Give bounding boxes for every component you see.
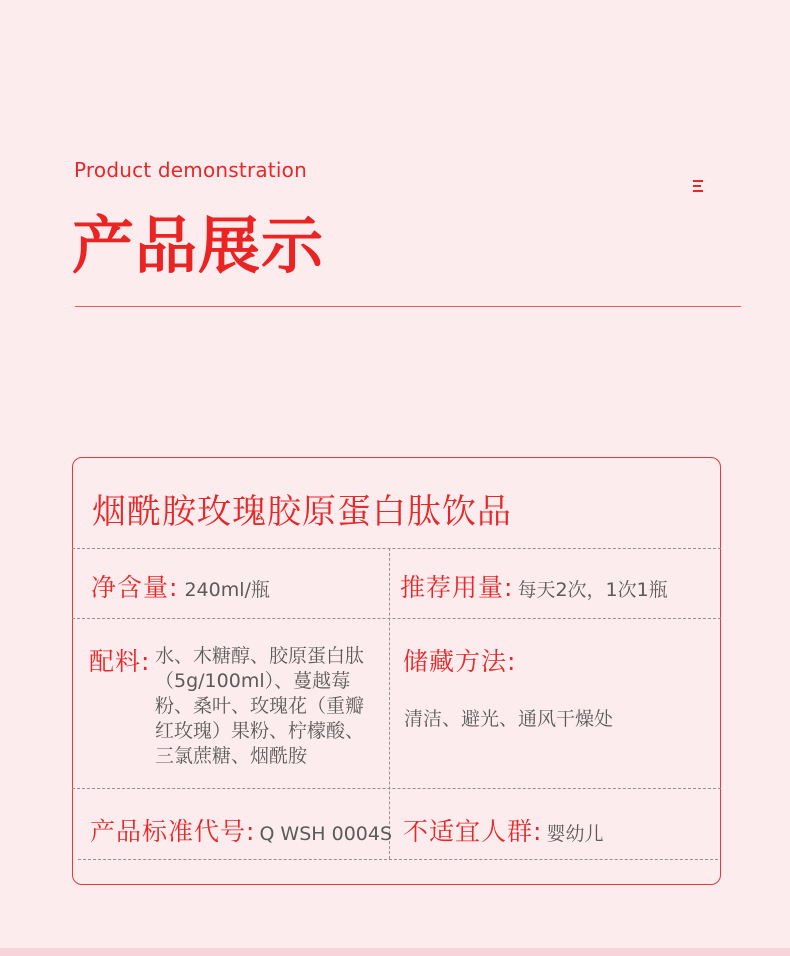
unsuitable-cell [403, 812, 603, 848]
storage-value-cell [404, 704, 613, 731]
net-content-label: 净含量: [91, 573, 179, 602]
storage-label-cell [403, 642, 516, 678]
standard-value: Q WSH 0004S [259, 823, 393, 845]
row-divider [72, 788, 721, 789]
bottom-band [0, 948, 790, 956]
unsuitable-value: 婴幼儿 [546, 823, 604, 845]
dosage-value: 每天2次，1次1瓶 [517, 579, 668, 601]
net-content-value: 240ml/瓶 [184, 579, 270, 601]
ingredients-label: 配料: [89, 647, 151, 676]
product-name: 烟酰胺玫瑰胶原蛋白肽饮品 [92, 492, 512, 532]
page-title: 产品展示 [72, 209, 325, 282]
standard-label: 产品标准代号: [90, 817, 256, 846]
row-divider [72, 548, 721, 549]
page-subtitle: Product demonstration [74, 158, 307, 182]
menu-icon[interactable] [693, 180, 703, 193]
dosage-cell [400, 568, 668, 604]
ingredients-value: 水、木糖醇、胶原蛋白肽（5g/100ml）、蔓越莓粉、桑叶、玫瑰花（重瓣红玫瑰）果粉、柠檬酸、三氯蔗糖、烟酰胺 [155, 645, 365, 767]
dosage-label: 推荐用量: [400, 573, 514, 602]
row-divider [78, 859, 718, 860]
net-content-cell [91, 568, 270, 604]
unsuitable-label: 不适宜人群: [403, 817, 543, 846]
storage-label: 储藏方法: [403, 647, 517, 676]
ingredients-cell [89, 642, 369, 769]
standard-cell [90, 812, 392, 848]
title-divider [75, 306, 741, 307]
row-divider [72, 618, 721, 619]
storage-value: 清洁、避光、通风干燥处 [404, 708, 614, 730]
